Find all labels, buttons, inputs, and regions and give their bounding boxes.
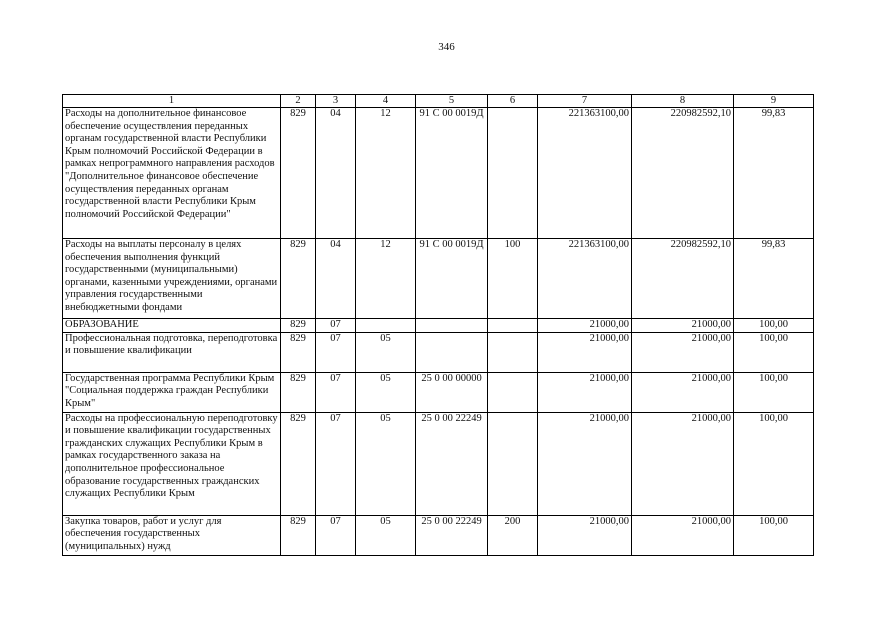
cell-col-5: 25 0 00 22249	[416, 515, 488, 555]
cell-col-2: 829	[281, 412, 316, 515]
cell-col-3: 04	[316, 239, 356, 319]
cell-col-5	[416, 319, 488, 333]
cell-col-8: 21000,00	[632, 332, 734, 372]
cell-col-7: 221363100,00	[538, 108, 632, 239]
row-name: Закупка товаров, работ и услуг для обеспечения государственных (муниципальных) нужд	[63, 515, 281, 555]
cell-col-5: 91 С 00 0019Д	[416, 239, 488, 319]
row-name: Профессиональная подготовка, переподготовка и повышение квалификации	[63, 332, 281, 372]
header-cell: 2	[281, 95, 316, 108]
header-cell: 8	[632, 95, 734, 108]
cell-col-6	[488, 412, 538, 515]
row-name: Расходы на профессиональную переподготовку и повышение квалификации государственных гражданских служащих Республики Крым в рамках государственного заказа на дополнительное профессиональное образование государственных гражданских служащих Республики Крым	[63, 412, 281, 515]
cell-col-2: 829	[281, 515, 316, 555]
header-cell: 1	[63, 95, 281, 108]
cell-col-8: 220982592,10	[632, 239, 734, 319]
cell-col-9: 100,00	[734, 319, 814, 333]
cell-col-9: 100,00	[734, 372, 814, 412]
header-row	[63, 95, 814, 108]
cell-col-7: 21000,00	[538, 332, 632, 372]
table-row	[63, 239, 814, 319]
page-number: 346	[438, 41, 455, 53]
cell-col-8: 21000,00	[632, 319, 734, 333]
header-cell: 7	[538, 95, 632, 108]
cell-col-5: 25 0 00 00000	[416, 372, 488, 412]
cell-col-6	[488, 319, 538, 333]
cell-col-6	[488, 372, 538, 412]
row-name: Государственная программа Республики Крым "Социальная поддержка граждан Республики Крым"	[63, 372, 281, 412]
cell-col-4: 12	[356, 108, 416, 239]
cell-col-9: 99,83	[734, 108, 814, 239]
cell-col-3: 07	[316, 332, 356, 372]
table-row	[63, 515, 814, 555]
row-name: Расходы на выплаты персоналу в целях обеспечения выполнения функций государственными (муниципальными) органами, казенными учреждениями, органами управления государственными внебюджетными фондами	[63, 239, 281, 319]
table-row	[63, 319, 814, 333]
header-cell: 4	[356, 95, 416, 108]
header-cell: 6	[488, 95, 538, 108]
cell-col-2: 829	[281, 108, 316, 239]
cell-col-3: 07	[316, 515, 356, 555]
cell-col-6	[488, 108, 538, 239]
cell-col-5: 91 С 00 0019Д	[416, 108, 488, 239]
cell-col-6	[488, 332, 538, 372]
cell-col-4: 05	[356, 372, 416, 412]
header-cell: 9	[734, 95, 814, 108]
header-cell: 5	[416, 95, 488, 108]
cell-col-3: 04	[316, 108, 356, 239]
cell-col-9: 99,83	[734, 239, 814, 319]
header-cell: 3	[316, 95, 356, 108]
cell-col-7: 221363100,00	[538, 239, 632, 319]
cell-col-2: 829	[281, 372, 316, 412]
cell-col-9: 100,00	[734, 332, 814, 372]
row-name: Расходы на дополнительное финансовое обеспечение осуществления переданных органам государственной власти Республики Крым полномочий Российской Федерации в рамках непрограммного направления расходов "Дополнительное финансовое обеспечение осуществления переданных органам государственной власти Республики Крым полномочий Российской Федерации"	[63, 108, 281, 239]
cell-col-9: 100,00	[734, 515, 814, 555]
cell-col-8: 21000,00	[632, 372, 734, 412]
cell-col-7: 21000,00	[538, 412, 632, 515]
row-name: ОБРАЗОВАНИЕ	[63, 319, 281, 333]
cell-col-4: 05	[356, 412, 416, 515]
cell-col-3: 07	[316, 372, 356, 412]
cell-col-4	[356, 319, 416, 333]
table-row	[63, 372, 814, 412]
cell-col-6: 100	[488, 239, 538, 319]
cell-col-2: 829	[281, 319, 316, 333]
cell-col-2: 829	[281, 332, 316, 372]
table-row	[63, 332, 814, 372]
cell-col-7: 21000,00	[538, 319, 632, 333]
cell-col-4: 05	[356, 515, 416, 555]
cell-col-4: 12	[356, 239, 416, 319]
cell-col-8: 21000,00	[632, 515, 734, 555]
cell-col-7: 21000,00	[538, 515, 632, 555]
cell-col-4: 05	[356, 332, 416, 372]
cell-col-6: 200	[488, 515, 538, 555]
cell-col-8: 21000,00	[632, 412, 734, 515]
cell-col-5	[416, 332, 488, 372]
cell-col-3: 07	[316, 412, 356, 515]
cell-col-3: 07	[316, 319, 356, 333]
cell-col-7: 21000,00	[538, 372, 632, 412]
cell-col-8: 220982592,10	[632, 108, 734, 239]
cell-col-9: 100,00	[734, 412, 814, 515]
budget-table	[62, 94, 814, 556]
cell-col-5: 25 0 00 22249	[416, 412, 488, 515]
cell-col-2: 829	[281, 239, 316, 319]
table-row	[63, 412, 814, 515]
table-row	[63, 108, 814, 239]
